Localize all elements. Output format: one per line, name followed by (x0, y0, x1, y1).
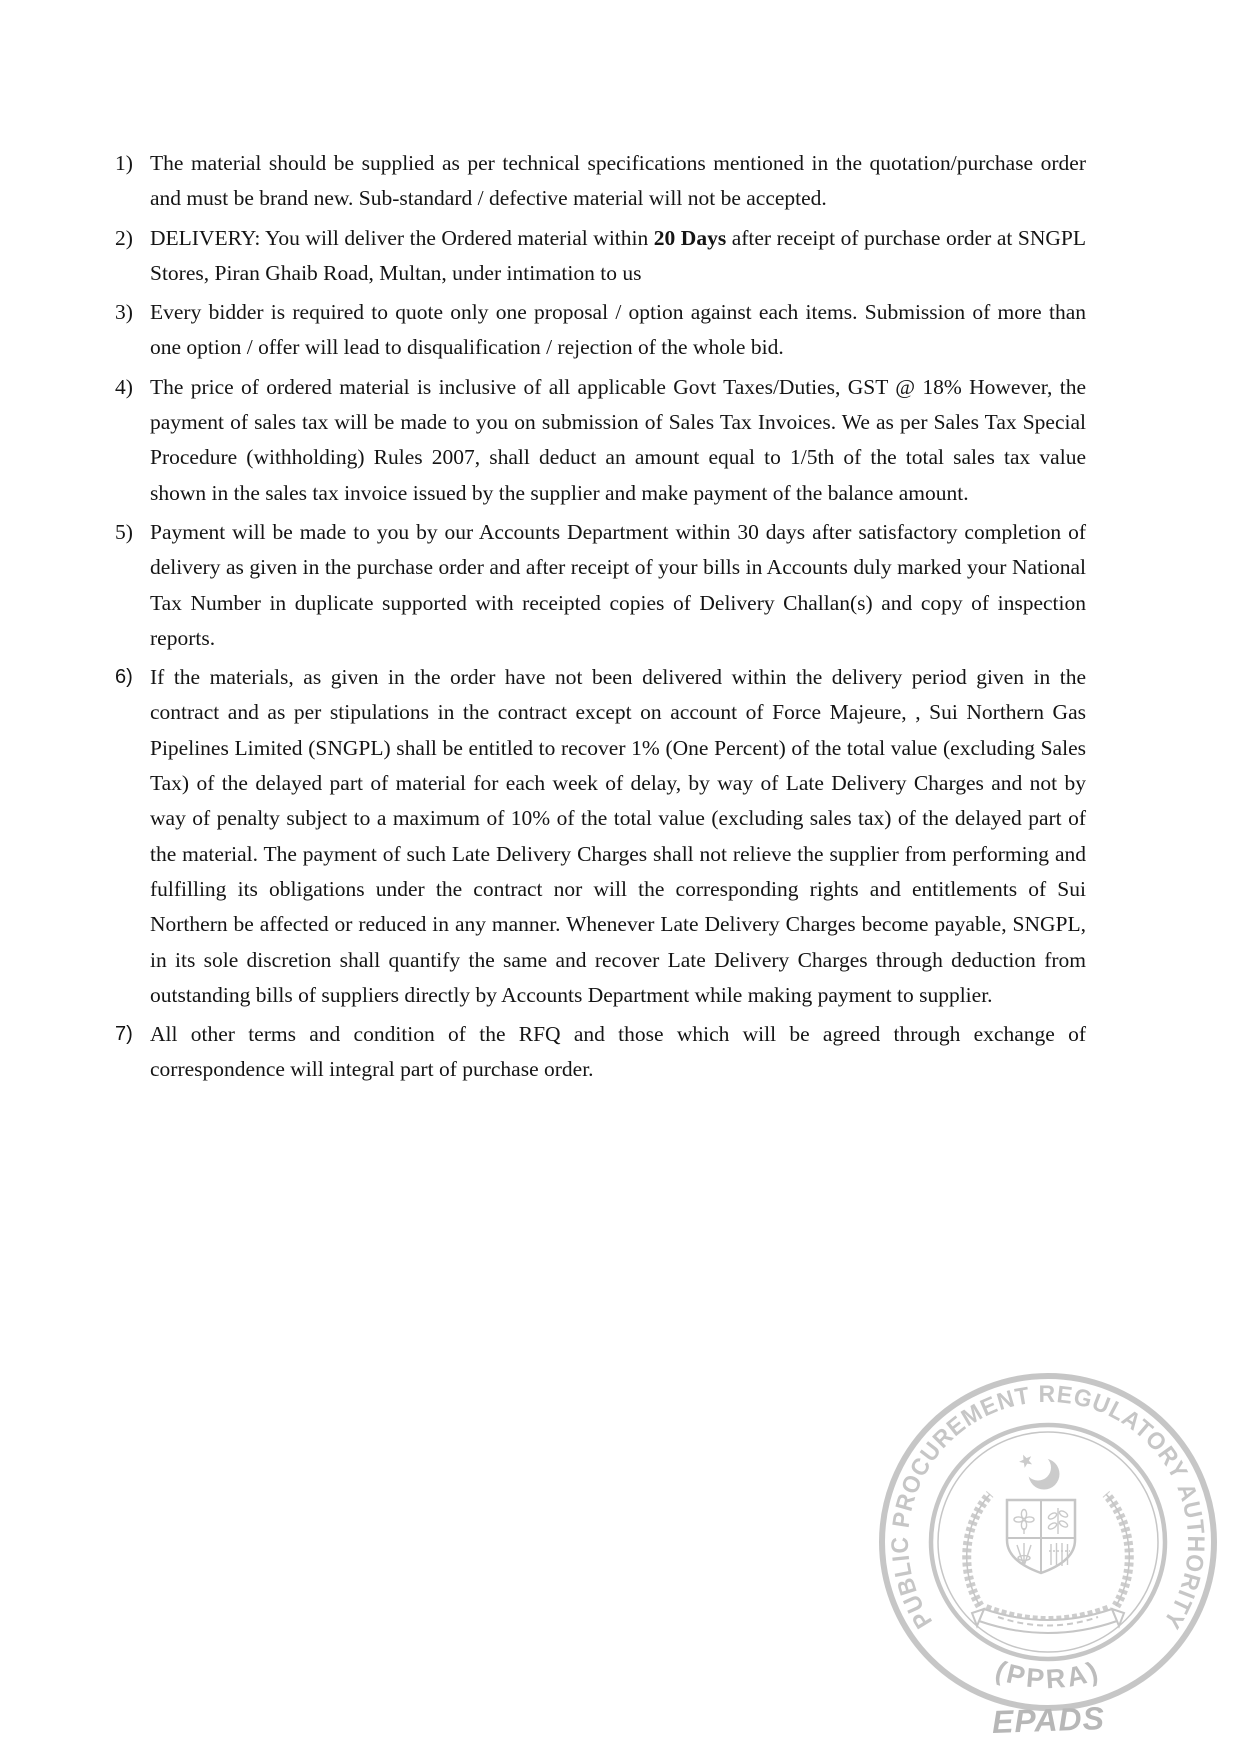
list-item-text (150, 520, 1086, 650)
list-item-number: 6) (115, 666, 133, 689)
list-item-text (150, 226, 1086, 285)
list-item (115, 295, 1086, 366)
star-icon (1017, 1452, 1034, 1469)
seal-ppra-text: (PPRA) (991, 1654, 1105, 1695)
list-item-number: 3) (115, 300, 133, 325)
bold-text-segment: 20 Days (653, 225, 727, 250)
list-item-number: 1) (115, 151, 133, 175)
list-item (115, 1017, 1086, 1088)
list-item-number: 4) (115, 374, 133, 399)
list-item-text (150, 1022, 1086, 1081)
outer-ring (882, 1376, 1214, 1708)
scroll-icon (972, 1609, 1124, 1633)
list-item (115, 515, 1086, 656)
text-segment: All other terms and condition of the RFQ and those which will be agreed through exchange of correspondence will integral part of purchase order. (150, 1022, 1086, 1082)
wheat-motif-icon (1017, 1543, 1031, 1566)
inner-ring-thin (938, 1432, 1158, 1652)
shield-icon (1007, 1500, 1075, 1573)
seal-ring-text: PUBLIC PROCUREMENT REGULATORY AUTHORITY (886, 1380, 1210, 1635)
list-item (115, 370, 1086, 511)
text-segment: DELIVERY: You will deliver the Ordered material within (150, 225, 654, 250)
list-item (115, 660, 1086, 1013)
text-segment: Every bidder is required to quote only one proposal / option against each items. Submission of more than one option / offer will lead to disqualification / rejection of the whole bid. (150, 300, 1086, 360)
text-segment: after receipt of purchase order at SNGPL Stores, Piran Ghaib Road, Multan, under intimation to us (150, 225, 1086, 285)
jute-motif-icon (1049, 1543, 1070, 1566)
wreath-left-icon (967, 1494, 990, 1606)
epads-watermark-text: EPADS (991, 1700, 1106, 1740)
cotton-motif-icon (1014, 1510, 1034, 1535)
list-item-text (150, 300, 1086, 359)
list-item (115, 221, 1086, 292)
list-item (115, 146, 1086, 217)
list-item-number: 2) (115, 225, 133, 250)
list-item-number: 7) (115, 1023, 133, 1046)
ppra-seal-graphic (874, 1368, 1222, 1716)
list-item-text (150, 375, 1086, 505)
terms-list (115, 146, 1086, 1092)
text-segment: If the materials, as given in the order have not been delivered within the delivery period given in the contract and as per stipulations in the contract except on account of Force Majeure, , Sui Northern Gas Pipelines Limited (SNGPL) shall be entitled to recover 1% (One Percent) of the total value (excluding Sales Tax) of the delayed part of material for each week of delay, by way of Late Delivery Charges and not by way of penalty subject to a maximum of 10% of the total value (excluding sales tax) of the delayed part of the material. The payment of such Late Delivery Charges shall not relieve the supplier from performing and fulfilling its obligations under the contract nor will the corresponding rights and entitlements of Sui Northern be affected or reduced in any manner. Whenever Late Delivery Charges become payable, SNGPL, in its sole discretion shall quantify the same and recover Late Delivery Charges through deduction from outstanding bills of suppliers directly by Accounts Department while making payment to supplier. (150, 665, 1086, 1007)
inner-ring (931, 1425, 1165, 1659)
wreath-icon (967, 1494, 1130, 1620)
ppra-seal-watermark (874, 1368, 1222, 1716)
text-segment: The material should be supplied as per technical specifications mentioned in the quotation/purchase order and must be brand new. Sub-standard / defective material will not be accepted. (150, 151, 1086, 211)
list-item-number: 5) (115, 519, 133, 544)
list-item-text (150, 665, 1086, 1007)
crescent-star-icon (1017, 1452, 1059, 1490)
tea-motif-icon (1047, 1508, 1068, 1534)
text-segment: Payment will be made to you by our Accounts Department within 30 days after satisfactory completion of delivery as given in the purchase order and after receipt of your bills in Accounts duly marked your National Tax Number in duplicate supported with receipted copies of Delivery Challan(s) and copy of inspection reports. (150, 519, 1086, 650)
text-segment: The price of ordered material is inclusive of all applicable Govt Taxes/Duties, GST @ 18% However, the payment of sales tax will be made to you on submission of Sales Tax Invoices. We as per Sales Tax Special Procedure (withholding) Rules 2007, shall deduct an amount equal to 1/5th of the total sales tax value shown in the sales tax invoice issued by the supplier and make payment of the balance amount. (150, 374, 1086, 505)
wreath-right-icon (1106, 1494, 1129, 1606)
list-item-text (150, 151, 1086, 210)
